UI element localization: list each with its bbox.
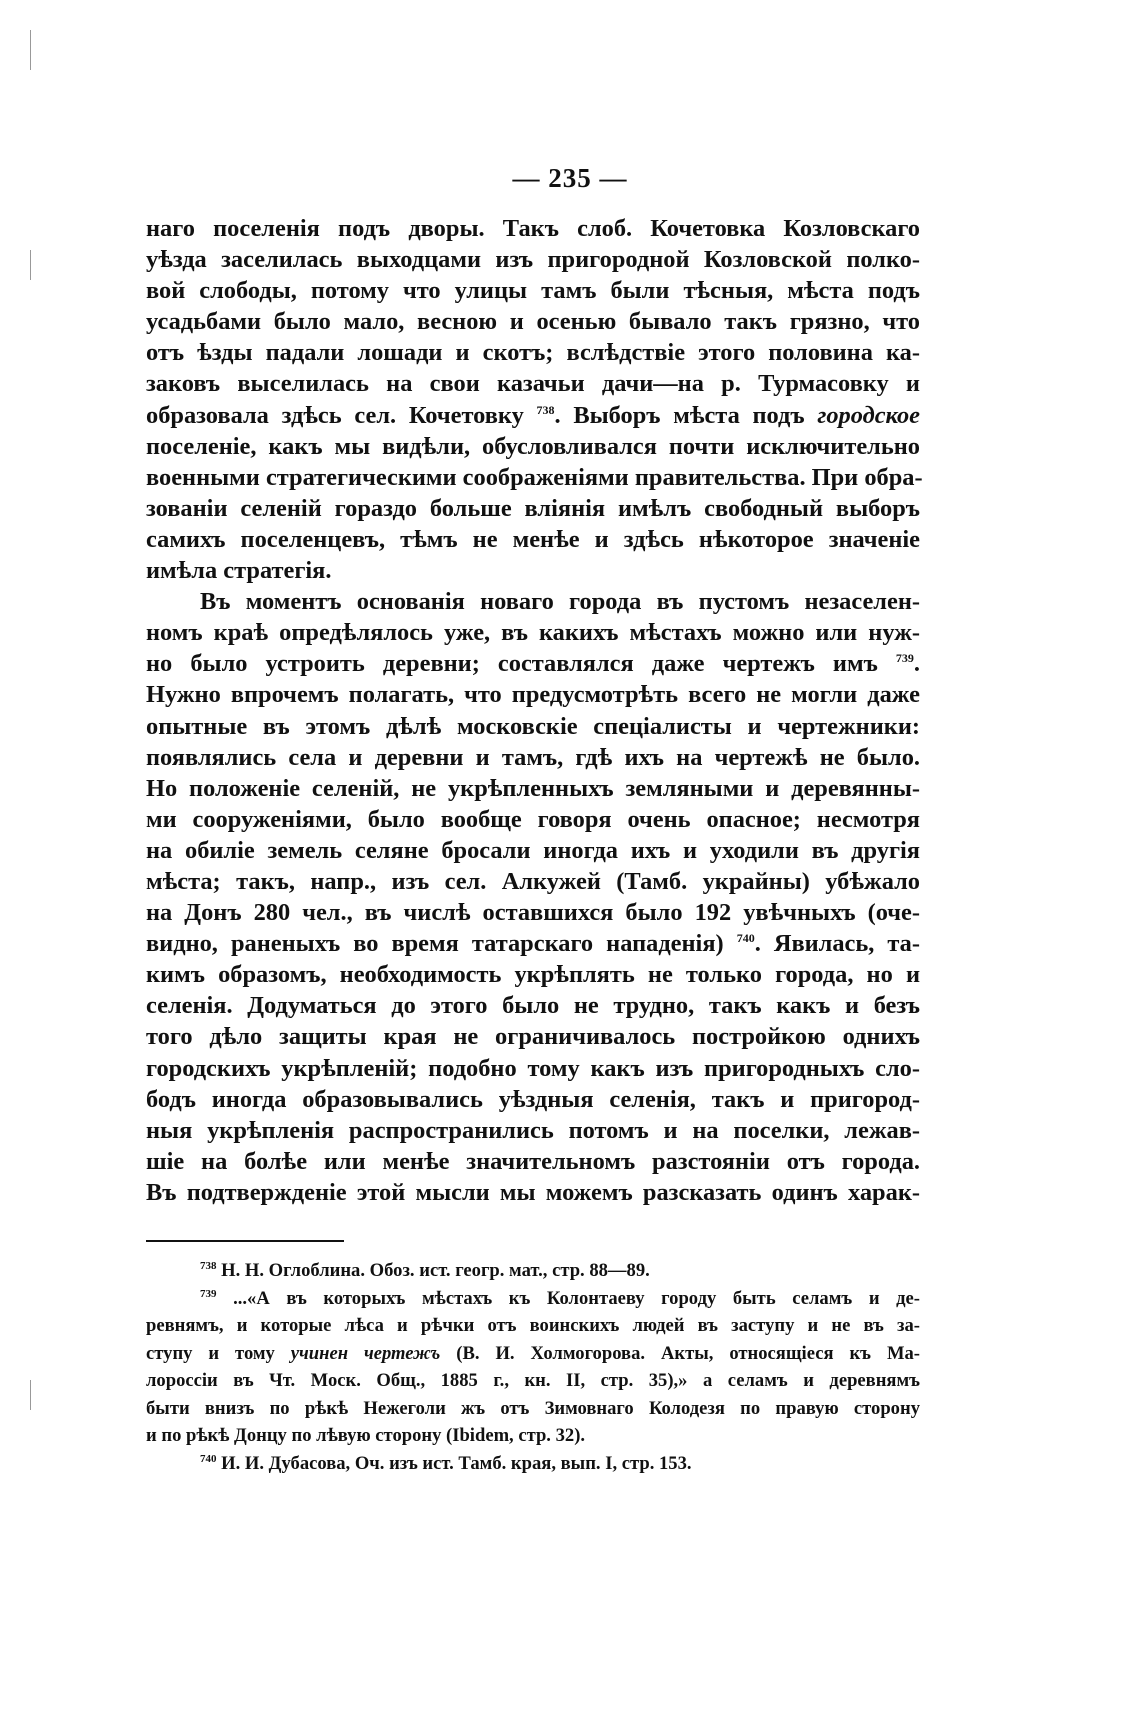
italic-word: городское	[817, 401, 920, 429]
footnote-ref-740: 740	[736, 931, 755, 946]
footnote-line: ревнямъ, и которые лѣса и рѣчки отъ воинскихъ людей въ заступу и не въ за-	[146, 1315, 920, 1336]
scan-edge-mark	[30, 250, 31, 280]
text-fragment: видно, раненыхъ во время татарскаго нападенія)	[146, 930, 737, 958]
text-line: того дѣло защиты края не ограничивалось постройкою однихъ	[146, 1023, 920, 1051]
text-line: усадьбами было мало, весною и осенью бывало такъ грязно, что	[146, 308, 920, 336]
text-fragment: ступу и тому	[146, 1342, 291, 1364]
text-line: на Донъ 280 чел., въ числѣ оставшихся было 192 увѣчныхъ (оче-	[146, 899, 920, 927]
scan-edge-mark	[30, 30, 31, 70]
text-line: шіе на болѣе или менѣе значительномъ разстояніи отъ города.	[146, 1147, 920, 1175]
footnote-line: и по рѣкѣ Донцу по лѣвую сторону (Ibidem, стр. 32).	[146, 1425, 586, 1446]
footnote-number: 739	[200, 1287, 217, 1300]
text-line: опытные въ этомъ дѣлѣ московскіе спеціалисты и чертежники:	[146, 712, 920, 740]
text-line: наго поселенія подъ дворы. Такъ слоб. Кочетовка Козловскаго	[146, 215, 920, 242]
footnote-text: ...«А въ которыхъ мѣстахъ къ Колонтаеву городу быть селамъ и де-	[233, 1287, 920, 1309]
page-number: — 235 —	[512, 163, 628, 193]
text-line	[146, 928, 920, 959]
text-line: заковъ выселилась на свои казачьи дачи—на р. Турмасовку и	[146, 370, 920, 398]
text-line: ныя укрѣпленія распространились потомъ и на поселки, лежав-	[146, 1116, 920, 1144]
footnote-line: лороссіи въ Чт. Моск. Общ., 1885 г., кн. II, стр. 35),» а селамъ и деревнямъ	[146, 1370, 920, 1391]
footnote-number: 738	[200, 1259, 217, 1272]
text-line: Но положеніе селеній, не укрѣпленныхъ земляными и деревянны-	[146, 774, 920, 802]
text-fragment: . Явилась, та-	[754, 930, 920, 958]
italic-phrase: учинен чертежъ	[290, 1342, 441, 1364]
footnote-line: быти внизъ по рѣкѣ Нежеголи жъ отъ Зимовнаго Колодезя по правую сторону	[146, 1397, 920, 1419]
text-line: на обиліе земель селяне бросали иногда ихъ и уходили въ другія	[146, 836, 920, 864]
text-line: мѣста; такъ, напр., изъ сел. Алкужей (Тамб. украйны) убѣжало	[146, 867, 920, 895]
text-line: поселеніе, какъ мы видѣли, обусловливался почти исключительно	[146, 432, 920, 460]
footnote-739	[146, 1285, 920, 1313]
text-line: имѣла стратегія.	[146, 557, 332, 585]
main-text	[146, 213, 923, 1208]
text-line: вой слободы, потому что улицы тамъ были тѣсныя, мѣста подъ	[146, 277, 920, 305]
text-line: зованіи селеній гораздо больше вліянія имѣлъ свободный выборъ	[146, 494, 920, 522]
scan-edge-mark	[30, 1380, 31, 1410]
footnote-738	[146, 1257, 920, 1285]
footnote-number: 740	[200, 1452, 217, 1465]
text-line	[146, 400, 920, 431]
text-fragment: . Выборъ мѣста подъ	[554, 401, 818, 429]
footnote-ref-738: 738	[536, 402, 555, 417]
text-line: Въ подтвержденіе этой мысли мы можемъ разсказать одинъ харак-	[146, 1178, 920, 1206]
text-line: номъ краѣ опредѣлялось уже, въ какихъ мѣстахъ можно или нуж-	[146, 619, 920, 647]
text-line: кимъ образомъ, необходимость укрѣплять не только города, но и	[146, 961, 920, 989]
text-line: Нужно впрочемъ полагать, что предусмотрѣть всего не могли даже	[146, 681, 920, 709]
footnote-ref-739: 739	[895, 651, 914, 666]
text-line: военными стратегическими соображеніями правительства. При обра-	[146, 463, 923, 491]
text-line: самихъ поселенцевъ, тѣмъ не менѣе и здѣсь нѣкоторое значеніе	[146, 525, 920, 553]
text-line: отъ ѣзды падали лошади и скотъ; вслѣдствіе этого половина ка-	[146, 339, 920, 367]
footnote-text: Н. Н. Оглоблина. Обоз. ист. геогр. мат., стр. 88—89.	[221, 1260, 650, 1281]
text-line: но было устроить деревни; составлялся даже чертежъ имъ $^{739}$.	[146, 650, 920, 678]
text-line: ми сооруженіями, было вообще говоря очень опасное; несмотря	[146, 805, 920, 833]
footnote-740	[146, 1450, 920, 1478]
text-fragment: (В. И. Холмогорова. Акты, относящіеся къ Ма-	[440, 1342, 920, 1364]
text-line: городскихъ укрѣпленій; подобно тому какъ изъ пригородныхъ сло-	[146, 1054, 920, 1082]
footnote-line	[146, 1340, 920, 1368]
footnote-divider	[146, 1240, 344, 1242]
footnotes	[146, 1257, 920, 1477]
text-line: бодъ иногда образовывались уѣздныя селенія, такъ и пригород-	[146, 1085, 920, 1113]
text-fragment: образовала здѣсь сел. Кочетовку	[146, 401, 537, 429]
text-line: селенія. Додуматься до этого было не трудно, такъ какъ и безъ	[146, 992, 920, 1020]
footnote-text: И. И. Дубасова, Оч. изъ ист. Тамб. края, вып. I, стр. 153.	[221, 1452, 692, 1474]
text-line: появлялись села и деревни и тамъ, гдѣ ихъ на чертежѣ не было.	[146, 743, 920, 771]
text-fragment: но было устроить деревни; составлялся даже чертежъ имъ	[146, 650, 896, 678]
text-line: уѣзда заселилась выходцами изъ пригородной Козловской полко-	[146, 246, 920, 274]
text-line: Въ моментъ основанія новаго города въ пустомъ незаселен-	[200, 588, 920, 616]
